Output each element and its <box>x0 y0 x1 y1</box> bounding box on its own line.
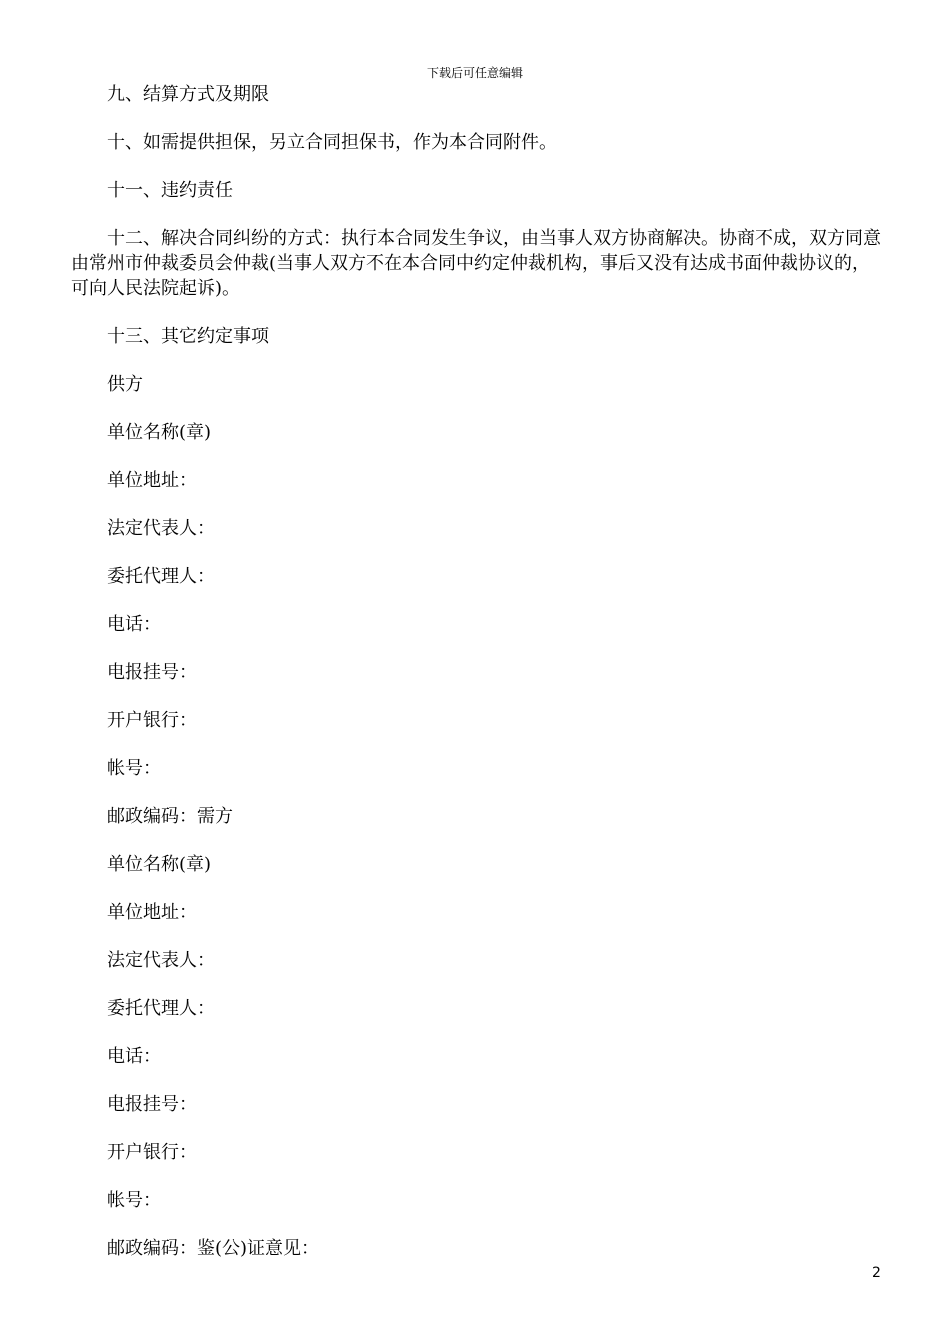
document-body <box>71 82 883 1284</box>
supplier-heading: 供方 <box>107 374 143 395</box>
clause-12: 十二、解决合同纠纷的方式：执行本合同发生争议，由当事人双方协商解决。协商不成，双方同意由常州市仲裁委员会仲裁(当事人双方不在本合同中约定仲裁机构，事后又没有达成书面仲裁协议的，可向人民法院起诉)。 <box>71 228 881 299</box>
clause-10: 十、如需提供担保，另立合同担保书，作为本合同附件。 <box>107 132 557 153</box>
clause-11: 十一、违约责任 <box>107 180 233 201</box>
buyer-unit-address: 单位地址： <box>107 902 197 923</box>
supplier-unit-name: 单位名称(章) <box>107 422 212 443</box>
buyer-bank: 开户银行： <box>107 1142 197 1163</box>
buyer-legal-representative: 法定代表人： <box>107 950 215 971</box>
page-header: 下载后可任意编辑 <box>426 66 523 80</box>
buyer-phone: 电话： <box>107 1046 161 1067</box>
supplier-phone: 电话： <box>107 614 161 635</box>
buyer-postcode-notary-opinion: 邮政编码：鉴(公)证意见： <box>107 1238 320 1259</box>
buyer-agent: 委托代理人： <box>107 998 215 1019</box>
supplier-account: 帐号： <box>107 758 161 779</box>
clause-13: 十三、其它约定事项 <box>107 326 269 347</box>
buyer-account: 帐号： <box>107 1190 161 1211</box>
supplier-legal-representative: 法定代表人： <box>107 518 215 539</box>
page-number: 2 <box>872 1265 881 1281</box>
buyer-telegraph: 电报挂号： <box>107 1094 197 1115</box>
supplier-telegraph: 电报挂号： <box>107 662 197 683</box>
supplier-unit-address: 单位地址： <box>107 470 197 491</box>
clause-9: 九、结算方式及期限 <box>107 84 269 105</box>
supplier-agent: 委托代理人： <box>107 566 215 587</box>
buyer-unit-name: 单位名称(章) <box>107 854 212 875</box>
supplier-bank: 开户银行： <box>107 710 197 731</box>
supplier-postcode-buyer-heading: 邮政编码：需方 <box>107 806 233 827</box>
